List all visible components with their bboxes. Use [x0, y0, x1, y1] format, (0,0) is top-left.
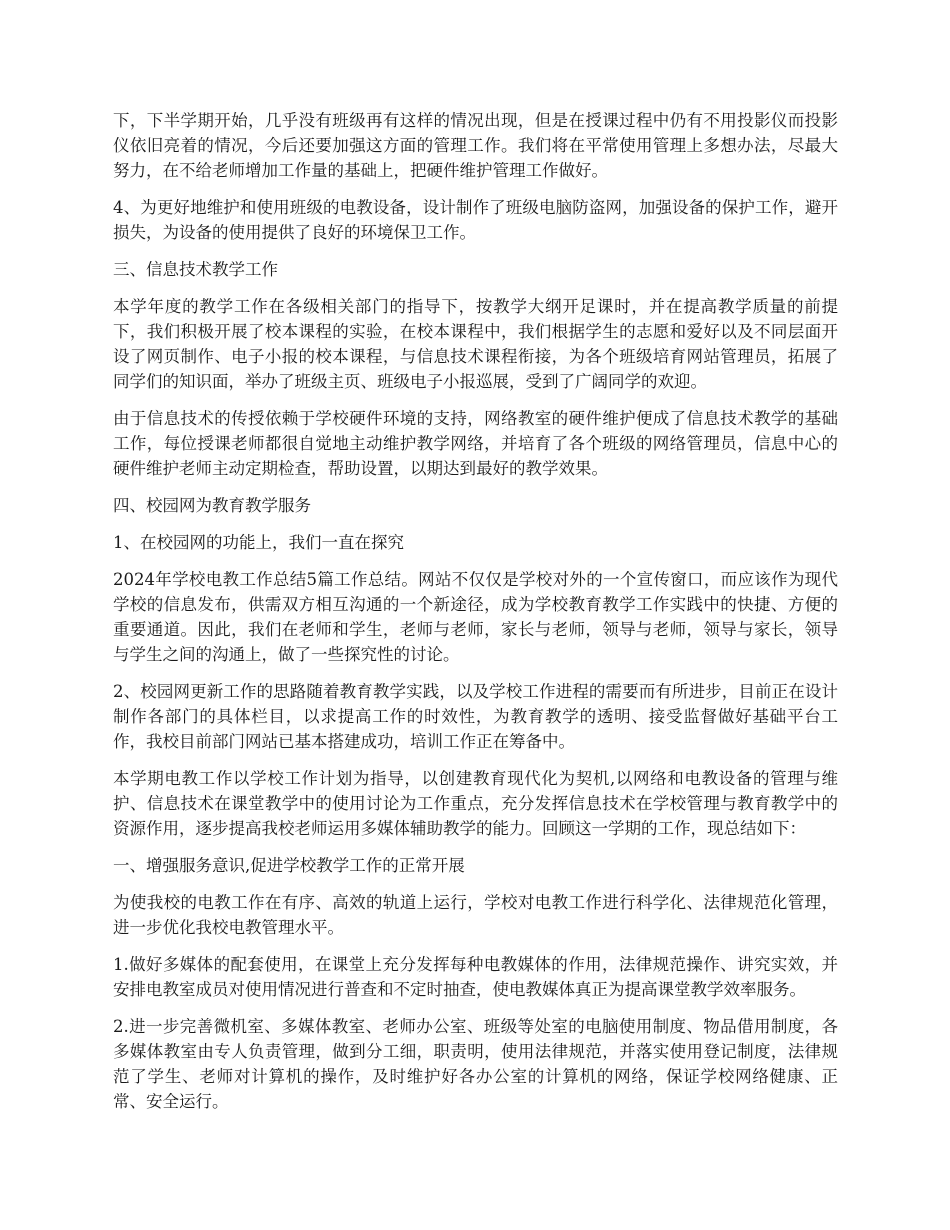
section-heading: 三、信息技术教学工作 [113, 260, 278, 279]
document-body [113, 108, 838, 1126]
paragraph: 2、校园网更新工作的思路随着教育教学实践，以及学校工作进程的需要而有所进步，目前正在设计制作各部门的具体栏目，以求提高工作的时效性，为教育教学的透明、接受监督做好基础平台工作，我校目前部门网站已基本搭建成功，培训工作正在筹备中。 [113, 682, 838, 751]
paragraph: 本学期电教工作以学校工作计划为指导，以创建教育现代化为契机,以网络和电教设备的管理与维护、信息技术在课堂教学中的使用讨论为工作重点，充分发挥信息技术在学校管理与教育教学中的资源作用，逐步提高我校老师运用多媒体辅助教学的能力。回顾这一学期的工作，现总结如下： [113, 769, 838, 838]
paragraph: 1.做好多媒体的配套使用，在课堂上充分发挥每种电教媒体的作用，法律规范操作、讲究实效，并安排电教室成员对使用情况进行普查和不定时抽查，使电教媒体真正为提高课堂教学效率服务。 [113, 955, 838, 999]
section-heading: 四、校园网为教育教学服务 [113, 496, 311, 515]
section-heading: 一、增强服务意识,促进学校教学工作的正常开展 [113, 856, 465, 875]
paragraph: 下，下半学期开始，几乎没有班级再有这样的情况出现，但是在授课过程中仍有不用投影仪而投影仪依旧亮着的情况，今后还要加强这方面的管理工作。我们将在平常使用管理上多想办法，尽最大努力，在不给老师增加工作量的基础上，把硬件维护管理工作做好。 [113, 111, 838, 180]
paragraph: 2.进一步完善微机室、多媒体教室、老师办公室、班级等处室的电脑使用制度、物品借用制度，各多媒体教室由专人负责管理，做到分工细，职责明，使用法律规范，并落实使用登记制度，法律规范了学生、老师对计算机的操作，及时维护好各办公室的计算机的网络，保证学校网络健康、正常、安全运行。 [113, 1017, 838, 1111]
paragraph: 4、为更好地维护和使用班级的电教设备，设计制作了班级电脑防盗网，加强设备的保护工作，避开损失，为设备的使用提供了良好的环境保卫工作。 [113, 198, 838, 242]
paragraph: 1、在校园网的功能上，我们一直在探究 [113, 533, 404, 552]
paragraph: 本学年度的教学工作在各级相关部门的指导下，按教学大纲开足课时，并在提高教学质量的前提下，我们积极开展了校本课程的实验，在校本课程中，我们根据学生的志愿和爱好以及不同层面开设了网页制作、电子小报的校本课程，与信息技术课程衔接，为各个班级培育网站管理员，拓展了同学们的知识面，举办了班级主页、班级电子小报巡展，受到了广阔同学的欢迎。 [113, 297, 838, 391]
paragraph: 为使我校的电教工作在有序、高效的轨道上运行，学校对电教工作进行科学化、法律规范化管理，进一步优化我校电教管理水平。 [113, 893, 838, 937]
paragraph: 由于信息技术的传授依赖于学校硬件环境的支持，网络教室的硬件维护便成了信息技术教学的基础工作，每位授课老师都很自觉地主动维护教学网络，并培育了各个班级的网络管理员，信息中心的硬件维护老师主动定期检查，帮助设置，以期达到最好的教学效果。 [113, 409, 838, 478]
paragraph: 2024年学校电教工作总结5篇工作总结。网站不仅仅是学校对外的一个宣传窗口，而应该作为现代学校的信息发布，供需双方相互沟通的一个新途径，成为学校教育教学工作实践中的快捷、方便的重要通道。因此，我们在老师和学生，老师与老师，家长与老师，领导与老师，领导与家长，领导与学生之间的沟通上，做了一些探究性的讨论。 [113, 570, 838, 664]
